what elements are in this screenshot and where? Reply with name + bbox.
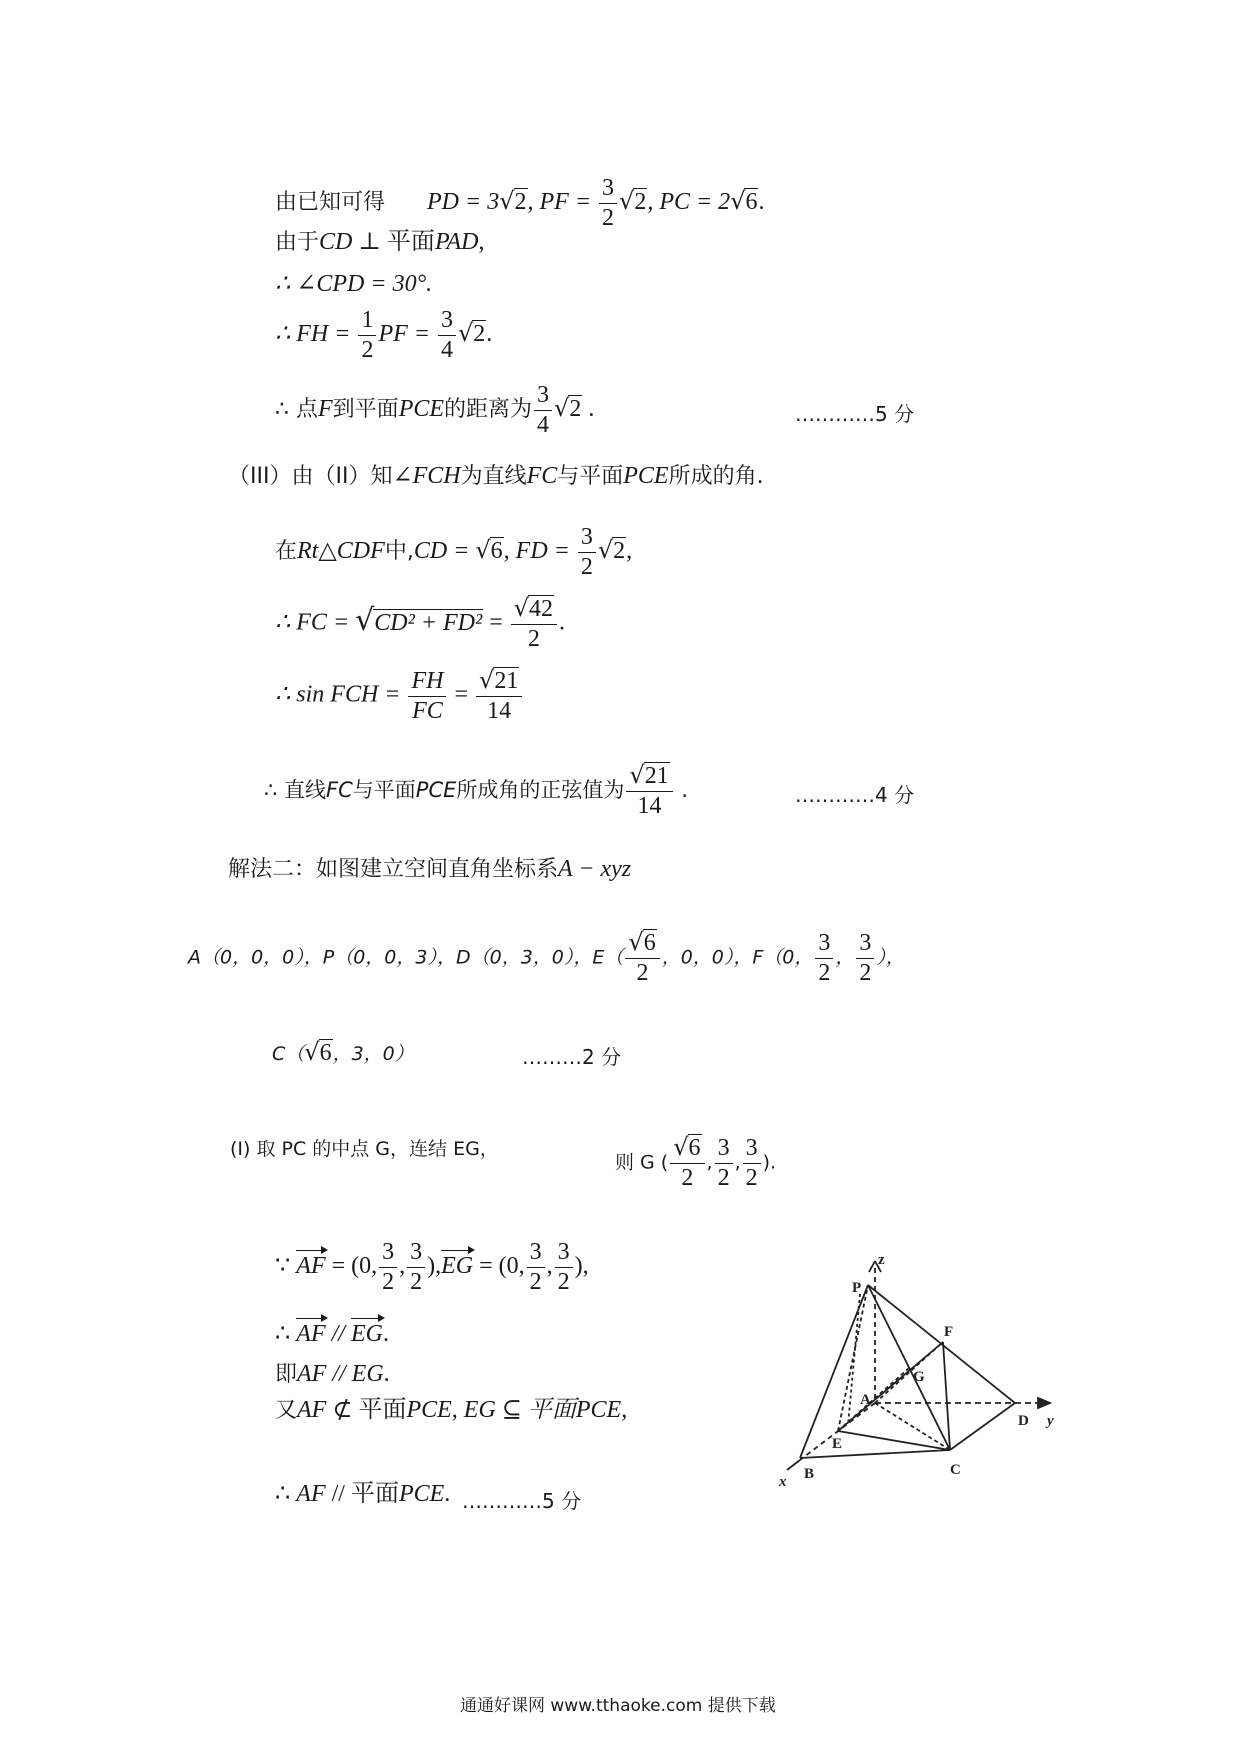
edge-bc [800, 1450, 950, 1458]
label-g: G [913, 1369, 925, 1385]
line-rt-triangle: 在Rt△CDF中,CD = √6, FD = $\frac{3}{2}$ √2, [275, 524, 633, 581]
line-sine-value: ∴ 直线FC与平面PCE所成角的正弦值为 $\frac{√21}{14}$ . [264, 761, 689, 820]
score-2: ………2 分 [522, 1045, 622, 1069]
segment-ec [838, 1431, 950, 1450]
line-point-g: 则 G ( $\frac{√6}{2}$ , $\frac{3}{2}$ , $\frac{3}{2}$ ). [615, 1133, 777, 1192]
line-vectors: ∵ AF = (0, $\frac{3}{2}$ , $\frac{3}{2}$ ),EG = (0, $\frac{3}{2}$ , $\frac{3}{2}$ ), [275, 1239, 589, 1296]
label-c: C [950, 1462, 961, 1478]
score-5-b: …………5 分 [462, 1489, 582, 1513]
fraction: $\frac{3}{2}$ [599, 176, 617, 231]
line-given: 由已知可得 PD = 3√2, PF = $\frac{3}{2}$ √2, PC = 2√6. [275, 175, 765, 232]
line-conclusion: ∴ AF // 平面PCE. [275, 1481, 451, 1507]
line-sin: ∴ sin FCH = $\frac{FH}{FC}$ = $\frac{√21}{14}$ [275, 668, 524, 724]
line-method-two: 解法二：如图建立空间直角坐标系A − xyz [228, 856, 632, 882]
y-arrow [1038, 1398, 1050, 1408]
line-coordinates: A（0，0，0），P（0，0，3），D（0，3，0），E（ $\frac{√6}{2}$ ，0，0），F（0， $\frac{3}{2}$ ， $\frac{3}{2}$ ）， [188, 928, 905, 987]
label-y: y [1047, 1413, 1054, 1429]
label-b: B [804, 1466, 815, 1482]
label-d: D [1018, 1413, 1029, 1429]
footer: 通通好课网 www.tthaoke.com 提供下载 [460, 1696, 776, 1716]
label-a: A [860, 1392, 871, 1408]
label-e: E [832, 1436, 843, 1452]
line-cd-perp: 由于CD ⊥ 平面PAD, [275, 229, 485, 255]
pyramid-diagram [760, 1255, 1080, 1495]
line-af-eg: 即AF // EG. [275, 1361, 390, 1387]
segment-fc [943, 1342, 950, 1450]
line-af-not-in-plane: 又AF ⊄ 平面PCE, EG ⊆ 平面PCE, [275, 1397, 628, 1423]
label-z: z [878, 1255, 885, 1268]
edge-pb [800, 1285, 868, 1458]
label-f: F [944, 1324, 954, 1340]
x-axis [787, 1460, 800, 1470]
line-angle-cpd: ∴ ∠CPD = 30°. [275, 271, 433, 297]
segment-af [875, 1342, 943, 1403]
line-parallel-vectors: ∴ AF // EG. [275, 1321, 389, 1347]
score-5-a: …………5 分 [795, 402, 915, 426]
label-p: P [852, 1280, 862, 1296]
line-part-iii: （III）由（II）知∠FCH为直线FC与平面PCE所成的角. [228, 463, 764, 489]
line-fh: ∴ FH = $\frac{1}{2}$ PF = $\frac{3}{4}$ √2. [275, 307, 493, 364]
hidden-line [848, 1294, 860, 1425]
line-fc: ∴ FC = √CD² + FD² = $\frac{√42}{2}$ . [275, 594, 566, 653]
label-x: x [779, 1474, 787, 1490]
line-distance: ∴ 点F到平面PCE的距离为 $\frac{3}{4}$ √2 . [275, 382, 595, 439]
edge-cd [950, 1403, 1015, 1450]
edge-pc [868, 1285, 950, 1450]
line-part-i: (I) 取 PC 的中点 G，连结 EG， [230, 1138, 499, 1160]
score-4: …………4 分 [795, 783, 915, 807]
line-point-c: C（√6，3，0） [272, 1038, 414, 1066]
